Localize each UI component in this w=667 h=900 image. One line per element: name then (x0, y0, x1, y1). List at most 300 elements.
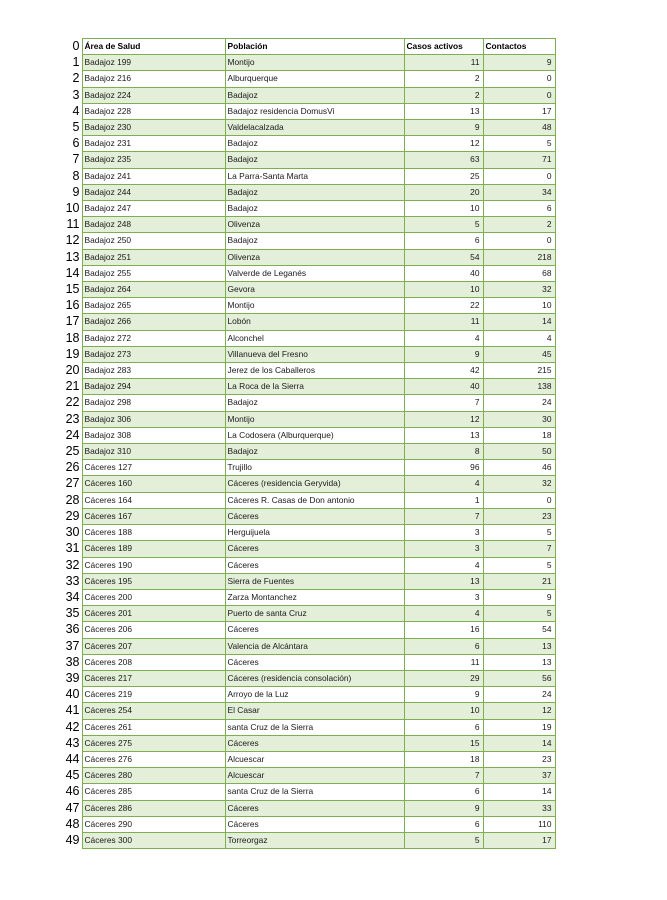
cell-casos: 29 (404, 670, 483, 686)
cell-casos: 7 (404, 395, 483, 411)
cell-casos: 11 (404, 654, 483, 670)
cell-casos: 13 (404, 103, 483, 119)
cell-area: Cáceres 300 (82, 832, 225, 848)
cell-area: Badajoz 248 (82, 217, 225, 233)
table-row (62, 654, 555, 670)
table-row (62, 249, 555, 265)
cell-contactos: 24 (483, 687, 555, 703)
header-area: Área de Salud (82, 39, 225, 55)
cell-area: Badajoz 310 (82, 444, 225, 460)
row-index: 20 (62, 363, 82, 379)
row-index: 11 (62, 217, 82, 233)
row-index: 40 (62, 687, 82, 703)
cell-casos: 6 (404, 719, 483, 735)
row-index: 23 (62, 411, 82, 427)
cell-casos: 40 (404, 379, 483, 395)
cell-poblacion: Cáceres (225, 541, 404, 557)
cell-area: Cáceres 208 (82, 654, 225, 670)
table-row (62, 541, 555, 557)
row-index: 12 (62, 233, 82, 249)
row-index: 16 (62, 298, 82, 314)
row-index: 43 (62, 735, 82, 751)
cell-area: Cáceres 280 (82, 768, 225, 784)
row-index: 0 (62, 39, 82, 55)
cell-area: Cáceres 200 (82, 589, 225, 605)
cell-casos: 9 (404, 800, 483, 816)
cell-area: Badajoz 294 (82, 379, 225, 395)
row-index: 21 (62, 379, 82, 395)
cell-poblacion: Alcuescar (225, 768, 404, 784)
table-row (62, 103, 555, 119)
cell-contactos: 30 (483, 411, 555, 427)
cell-area: Badajoz 264 (82, 282, 225, 298)
cell-casos: 20 (404, 184, 483, 200)
table-row (62, 363, 555, 379)
cell-casos: 2 (404, 71, 483, 87)
data-table (62, 38, 556, 849)
table-row (62, 379, 555, 395)
cell-area: Badajoz 306 (82, 411, 225, 427)
cell-contactos: 9 (483, 55, 555, 71)
cell-contactos: 19 (483, 719, 555, 735)
cell-casos: 2 (404, 87, 483, 103)
row-index: 7 (62, 152, 82, 168)
cell-area: Cáceres 127 (82, 460, 225, 476)
cell-contactos: 10 (483, 298, 555, 314)
cell-area: Badajoz 298 (82, 395, 225, 411)
table-row (62, 735, 555, 751)
cell-poblacion: Badajoz (225, 184, 404, 200)
table-row (62, 233, 555, 249)
cell-poblacion: Montijo (225, 411, 404, 427)
cell-poblacion: Badajoz (225, 395, 404, 411)
row-index: 37 (62, 638, 82, 654)
row-index: 1 (62, 55, 82, 71)
cell-contactos: 56 (483, 670, 555, 686)
row-index: 32 (62, 557, 82, 573)
cell-area: Cáceres 217 (82, 670, 225, 686)
table-row (62, 768, 555, 784)
cell-contactos: 34 (483, 184, 555, 200)
cell-contactos: 2 (483, 217, 555, 233)
cell-poblacion: Montijo (225, 298, 404, 314)
cell-area: Badajoz 251 (82, 249, 225, 265)
table-row (62, 314, 555, 330)
cell-area: Cáceres 285 (82, 784, 225, 800)
cell-area: Badajoz 231 (82, 136, 225, 152)
cell-area: Badajoz 250 (82, 233, 225, 249)
cell-casos: 4 (404, 557, 483, 573)
cell-contactos: 0 (483, 168, 555, 184)
cell-contactos: 9 (483, 589, 555, 605)
cell-contactos: 33 (483, 800, 555, 816)
cell-area: Cáceres 190 (82, 557, 225, 573)
cell-poblacion: Villanueva del Fresno (225, 346, 404, 362)
cell-poblacion: santa Cruz de la Sierra (225, 784, 404, 800)
cell-area: Badajoz 216 (82, 71, 225, 87)
row-index: 30 (62, 525, 82, 541)
table-row (62, 136, 555, 152)
cell-poblacion: Olivenza (225, 217, 404, 233)
table-row (62, 152, 555, 168)
cell-casos: 42 (404, 363, 483, 379)
cell-casos: 7 (404, 508, 483, 524)
cell-casos: 10 (404, 703, 483, 719)
cell-area: Cáceres 207 (82, 638, 225, 654)
table-row (62, 589, 555, 605)
cell-area: Badajoz 241 (82, 168, 225, 184)
cell-contactos: 5 (483, 525, 555, 541)
row-index: 19 (62, 346, 82, 362)
row-index: 28 (62, 492, 82, 508)
cell-casos: 5 (404, 832, 483, 848)
cell-casos: 6 (404, 784, 483, 800)
cell-poblacion: Puerto de santa Cruz (225, 606, 404, 622)
cell-poblacion: Badajoz (225, 233, 404, 249)
cell-contactos: 0 (483, 71, 555, 87)
cell-casos: 5 (404, 217, 483, 233)
row-index: 22 (62, 395, 82, 411)
cell-contactos: 4 (483, 330, 555, 346)
cell-contactos: 50 (483, 444, 555, 460)
cell-contactos: 110 (483, 816, 555, 832)
cell-casos: 9 (404, 346, 483, 362)
cell-area: Badajoz 266 (82, 314, 225, 330)
table-row (62, 492, 555, 508)
cell-contactos: 21 (483, 573, 555, 589)
row-index: 36 (62, 622, 82, 638)
cell-contactos: 215 (483, 363, 555, 379)
row-index: 3 (62, 87, 82, 103)
table-row (62, 87, 555, 103)
cell-casos: 22 (404, 298, 483, 314)
row-index: 44 (62, 751, 82, 767)
row-index: 46 (62, 784, 82, 800)
row-index: 35 (62, 606, 82, 622)
row-index: 39 (62, 670, 82, 686)
cell-poblacion: Trujillo (225, 460, 404, 476)
row-index: 4 (62, 103, 82, 119)
cell-poblacion: Badajoz (225, 87, 404, 103)
cell-contactos: 23 (483, 751, 555, 767)
cell-contactos: 17 (483, 832, 555, 848)
row-index: 49 (62, 832, 82, 848)
cell-contactos: 46 (483, 460, 555, 476)
row-index: 6 (62, 136, 82, 152)
cell-poblacion: Herguijuela (225, 525, 404, 541)
cell-contactos: 14 (483, 735, 555, 751)
table-row (62, 298, 555, 314)
cell-casos: 1 (404, 492, 483, 508)
row-index: 38 (62, 654, 82, 670)
header-row (62, 39, 555, 55)
cell-contactos: 7 (483, 541, 555, 557)
row-index: 13 (62, 249, 82, 265)
row-index: 47 (62, 800, 82, 816)
cell-casos: 10 (404, 282, 483, 298)
cell-contactos: 0 (483, 233, 555, 249)
cell-casos: 4 (404, 476, 483, 492)
table-row (62, 55, 555, 71)
cell-contactos: 48 (483, 120, 555, 136)
cell-area: Cáceres 160 (82, 476, 225, 492)
cell-casos: 25 (404, 168, 483, 184)
cell-casos: 12 (404, 136, 483, 152)
table-row (62, 444, 555, 460)
row-index: 41 (62, 703, 82, 719)
cell-area: Badajoz 265 (82, 298, 225, 314)
cell-casos: 8 (404, 444, 483, 460)
cell-contactos: 45 (483, 346, 555, 362)
table-row (62, 687, 555, 703)
header-casos: Casos activos (404, 39, 483, 55)
cell-area: Badajoz 255 (82, 265, 225, 281)
row-index: 14 (62, 265, 82, 281)
row-index: 26 (62, 460, 82, 476)
cell-poblacion: La Codosera (Alburquerque) (225, 427, 404, 443)
cell-poblacion: Cáceres R. Casas de Don antonio (225, 492, 404, 508)
cell-area: Badajoz 244 (82, 184, 225, 200)
cell-contactos: 24 (483, 395, 555, 411)
cell-area: Badajoz 247 (82, 201, 225, 217)
row-index: 29 (62, 508, 82, 524)
cell-casos: 15 (404, 735, 483, 751)
table-row (62, 606, 555, 622)
cell-area: Badajoz 272 (82, 330, 225, 346)
cell-casos: 4 (404, 606, 483, 622)
cell-contactos: 14 (483, 784, 555, 800)
table-row (62, 573, 555, 589)
row-index: 34 (62, 589, 82, 605)
table-row (62, 622, 555, 638)
table-row (62, 168, 555, 184)
cell-poblacion: Montijo (225, 55, 404, 71)
cell-casos: 96 (404, 460, 483, 476)
cell-poblacion: Cáceres (225, 654, 404, 670)
cell-poblacion: Valencia de Alcántara (225, 638, 404, 654)
cell-casos: 4 (404, 330, 483, 346)
cell-casos: 13 (404, 427, 483, 443)
cell-casos: 40 (404, 265, 483, 281)
cell-area: Badajoz 228 (82, 103, 225, 119)
row-index: 48 (62, 816, 82, 832)
cell-casos: 13 (404, 573, 483, 589)
cell-casos: 10 (404, 201, 483, 217)
cell-casos: 6 (404, 816, 483, 832)
cell-poblacion: Cáceres (225, 816, 404, 832)
cell-poblacion: Alconchel (225, 330, 404, 346)
cell-poblacion: Cáceres (225, 557, 404, 573)
row-index: 33 (62, 573, 82, 589)
cell-contactos: 138 (483, 379, 555, 395)
cell-contactos: 23 (483, 508, 555, 524)
table-row (62, 816, 555, 832)
cell-poblacion: Alburquerque (225, 71, 404, 87)
cell-area: Cáceres 189 (82, 541, 225, 557)
row-index: 8 (62, 168, 82, 184)
row-index: 27 (62, 476, 82, 492)
cell-area: Cáceres 275 (82, 735, 225, 751)
cell-area: Cáceres 286 (82, 800, 225, 816)
cell-casos: 54 (404, 249, 483, 265)
cell-contactos: 14 (483, 314, 555, 330)
cell-casos: 3 (404, 589, 483, 605)
row-index: 5 (62, 120, 82, 136)
cell-casos: 11 (404, 55, 483, 71)
table-row (62, 800, 555, 816)
cell-area: Cáceres 261 (82, 719, 225, 735)
cell-area: Cáceres 276 (82, 751, 225, 767)
row-index: 9 (62, 184, 82, 200)
cell-contactos: 0 (483, 492, 555, 508)
cell-poblacion: Lobón (225, 314, 404, 330)
table-row (62, 282, 555, 298)
cell-poblacion: Valdelacalzada (225, 120, 404, 136)
cell-contactos: 5 (483, 136, 555, 152)
cell-poblacion: Gevora (225, 282, 404, 298)
cell-poblacion: Zarza Montanchez (225, 589, 404, 605)
table-row (62, 395, 555, 411)
cell-poblacion: Badajoz (225, 444, 404, 460)
table-row (62, 184, 555, 200)
cell-area: Cáceres 201 (82, 606, 225, 622)
table-row (62, 330, 555, 346)
table-row (62, 784, 555, 800)
cell-contactos: 68 (483, 265, 555, 281)
cell-area: Cáceres 219 (82, 687, 225, 703)
table-row (62, 411, 555, 427)
table-row (62, 751, 555, 767)
table-row (62, 638, 555, 654)
cell-contactos: 17 (483, 103, 555, 119)
cell-contactos: 18 (483, 427, 555, 443)
cell-contactos: 13 (483, 638, 555, 654)
cell-casos: 9 (404, 687, 483, 703)
cell-poblacion: santa Cruz de la Sierra (225, 719, 404, 735)
cell-poblacion: Badajoz (225, 136, 404, 152)
cell-casos: 11 (404, 314, 483, 330)
cell-contactos: 218 (483, 249, 555, 265)
row-index: 42 (62, 719, 82, 735)
table-row (62, 476, 555, 492)
cell-contactos: 32 (483, 282, 555, 298)
table-row (62, 719, 555, 735)
cell-poblacion: Sierra de Fuentes (225, 573, 404, 589)
cell-area: Badajoz 273 (82, 346, 225, 362)
cell-area: Badajoz 235 (82, 152, 225, 168)
cell-poblacion: Jerez de los Caballeros (225, 363, 404, 379)
row-index: 17 (62, 314, 82, 330)
cell-area: Badajoz 283 (82, 363, 225, 379)
cell-casos: 6 (404, 638, 483, 654)
cell-poblacion: Cáceres (225, 508, 404, 524)
cell-contactos: 0 (483, 87, 555, 103)
row-index: 2 (62, 71, 82, 87)
table-row (62, 508, 555, 524)
cell-contactos: 5 (483, 606, 555, 622)
table-row (62, 120, 555, 136)
cell-poblacion: Badajoz (225, 152, 404, 168)
row-index: 10 (62, 201, 82, 217)
cell-poblacion: Badajoz residencia DomusVi (225, 103, 404, 119)
row-index: 25 (62, 444, 82, 460)
table-row (62, 557, 555, 573)
row-index: 15 (62, 282, 82, 298)
cell-poblacion: Cáceres (225, 622, 404, 638)
table-row (62, 525, 555, 541)
header-contactos: Contactos (483, 39, 555, 55)
cell-poblacion: La Roca de la Sierra (225, 379, 404, 395)
cell-casos: 7 (404, 768, 483, 784)
cell-area: Badajoz 199 (82, 55, 225, 71)
cell-casos: 6 (404, 233, 483, 249)
cell-casos: 18 (404, 751, 483, 767)
cell-contactos: 12 (483, 703, 555, 719)
row-index: 45 (62, 768, 82, 784)
cell-casos: 3 (404, 525, 483, 541)
cell-area: Badajoz 308 (82, 427, 225, 443)
cell-casos: 63 (404, 152, 483, 168)
cell-contactos: 37 (483, 768, 555, 784)
cell-area: Cáceres 206 (82, 622, 225, 638)
cell-poblacion: Alcuescar (225, 751, 404, 767)
cell-area: Cáceres 290 (82, 816, 225, 832)
cell-contactos: 5 (483, 557, 555, 573)
table-row (62, 427, 555, 443)
table-row (62, 832, 555, 848)
cell-contactos: 32 (483, 476, 555, 492)
cell-area: Badajoz 224 (82, 87, 225, 103)
cell-poblacion: Cáceres (residencia Geryvida) (225, 476, 404, 492)
cell-poblacion: Cáceres (225, 735, 404, 751)
table-row (62, 346, 555, 362)
cell-contactos: 71 (483, 152, 555, 168)
cell-area: Cáceres 167 (82, 508, 225, 524)
cell-area: Badajoz 230 (82, 120, 225, 136)
cell-area: Cáceres 195 (82, 573, 225, 589)
table-row (62, 265, 555, 281)
row-index: 31 (62, 541, 82, 557)
cell-poblacion: Cáceres (residencia consolación) (225, 670, 404, 686)
cell-casos: 16 (404, 622, 483, 638)
cell-poblacion: Valverde de Leganés (225, 265, 404, 281)
row-index: 24 (62, 427, 82, 443)
row-index: 18 (62, 330, 82, 346)
cell-casos: 3 (404, 541, 483, 557)
cell-poblacion: La Parra-Santa Marta (225, 168, 404, 184)
cell-contactos: 54 (483, 622, 555, 638)
cell-poblacion: Olivenza (225, 249, 404, 265)
table-row (62, 703, 555, 719)
table-row (62, 670, 555, 686)
cell-poblacion: Arroyo de la Luz (225, 687, 404, 703)
table-row (62, 201, 555, 217)
cell-poblacion: Badajoz (225, 201, 404, 217)
cell-contactos: 6 (483, 201, 555, 217)
cell-area: Cáceres 164 (82, 492, 225, 508)
cell-casos: 12 (404, 411, 483, 427)
header-poblacion: Población (225, 39, 404, 55)
cell-contactos: 13 (483, 654, 555, 670)
cell-poblacion: Cáceres (225, 800, 404, 816)
cell-area: Cáceres 254 (82, 703, 225, 719)
table-row (62, 460, 555, 476)
cell-area: Cáceres 188 (82, 525, 225, 541)
cell-poblacion: El Casar (225, 703, 404, 719)
cell-casos: 9 (404, 120, 483, 136)
table-row (62, 71, 555, 87)
table-row (62, 217, 555, 233)
